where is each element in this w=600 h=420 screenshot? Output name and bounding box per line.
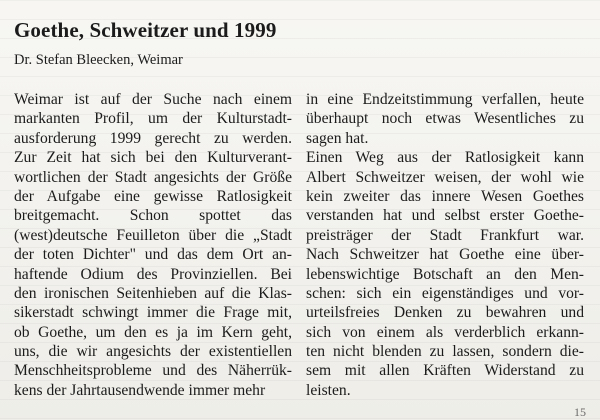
text-line: Weimar ist auf der Suche nach einem (14, 91, 292, 108)
text-line: überhaupt noch etwas Wesentliches zu (306, 110, 584, 128)
text-line: (west)deutsche Feuilleton über die „Stadt (14, 226, 292, 244)
text-line: schen: sich ein eigenständiges und vor- (306, 284, 584, 302)
text-line: uns, die wir angesichts der existentiellen (14, 343, 292, 361)
text-column-left (14, 90, 292, 400)
text-line: markanten Profil, um der Kulturstadt- (14, 110, 292, 128)
text-line: sem mit allen Kräften Widerstand zu (306, 362, 584, 380)
text-column-right (306, 90, 584, 400)
text-line: wortlichen der Stadt angesichts der Größe (14, 168, 292, 186)
article-author: Dr. Stefan Bleecken, Weimar (14, 52, 183, 68)
text-line: in eine Endzeitstimmung verfallen, heute (306, 91, 584, 108)
text-line: ten nicht blenden zu lassen, sondern die- (306, 343, 584, 361)
text-line: lebenswichtige Botschaft an den Men- (306, 265, 584, 283)
text-line: sikerstadt schwingt immer die Frage mit, (14, 304, 292, 322)
text-line: Albert Schweitzer weisen, der wohl wie (306, 168, 584, 186)
text-line: ausforderung 1999 gerecht zu werden. (14, 129, 292, 147)
text-line: haftende Odium des Provinziellen. Bei (14, 265, 292, 283)
text-line: den ironischen Seitenhieben auf die Klas- (14, 284, 292, 302)
text-line: Zur Zeit hat sich bei den Kulturverant- (14, 149, 292, 167)
text-line: Nach Schweitzer hat Goethe eine über- (306, 246, 584, 264)
text-line: kens der Jahrtausendwende immer mehr (14, 381, 266, 399)
text-line: preisträger der Stadt Frankfurt war. (306, 226, 584, 244)
page-number: 15 (574, 405, 586, 419)
text-line: ob Goethe, um den es ja im Kern geht, (14, 323, 292, 341)
text-line: Menschheitsprobleme und des Näherrük- (14, 362, 292, 380)
text-line: der Aufgabe eine gewisse Ratlosigkeit (14, 187, 292, 205)
text-line: breitgemacht. Schon spottet das (14, 207, 292, 225)
text-line: sagen hat. (306, 129, 369, 147)
text-line: kein zweiter das innere Wesen Goethes (306, 187, 584, 205)
text-line: leisten. (306, 381, 351, 399)
text-line: verstanden hat und selbst erster Goethe- (306, 207, 584, 225)
text-line: der toten Dichter" und das dem Ort an- (14, 246, 292, 264)
article-title: Goethe, Schweitzer und 1999 (14, 18, 277, 42)
text-line: Einen Weg aus der Ratlosigkeit kann (306, 149, 584, 167)
text-line: urteilsfreies Denken zu bewahren und (306, 304, 584, 322)
text-line: sich von einem als verderblich erkann- (306, 323, 584, 341)
